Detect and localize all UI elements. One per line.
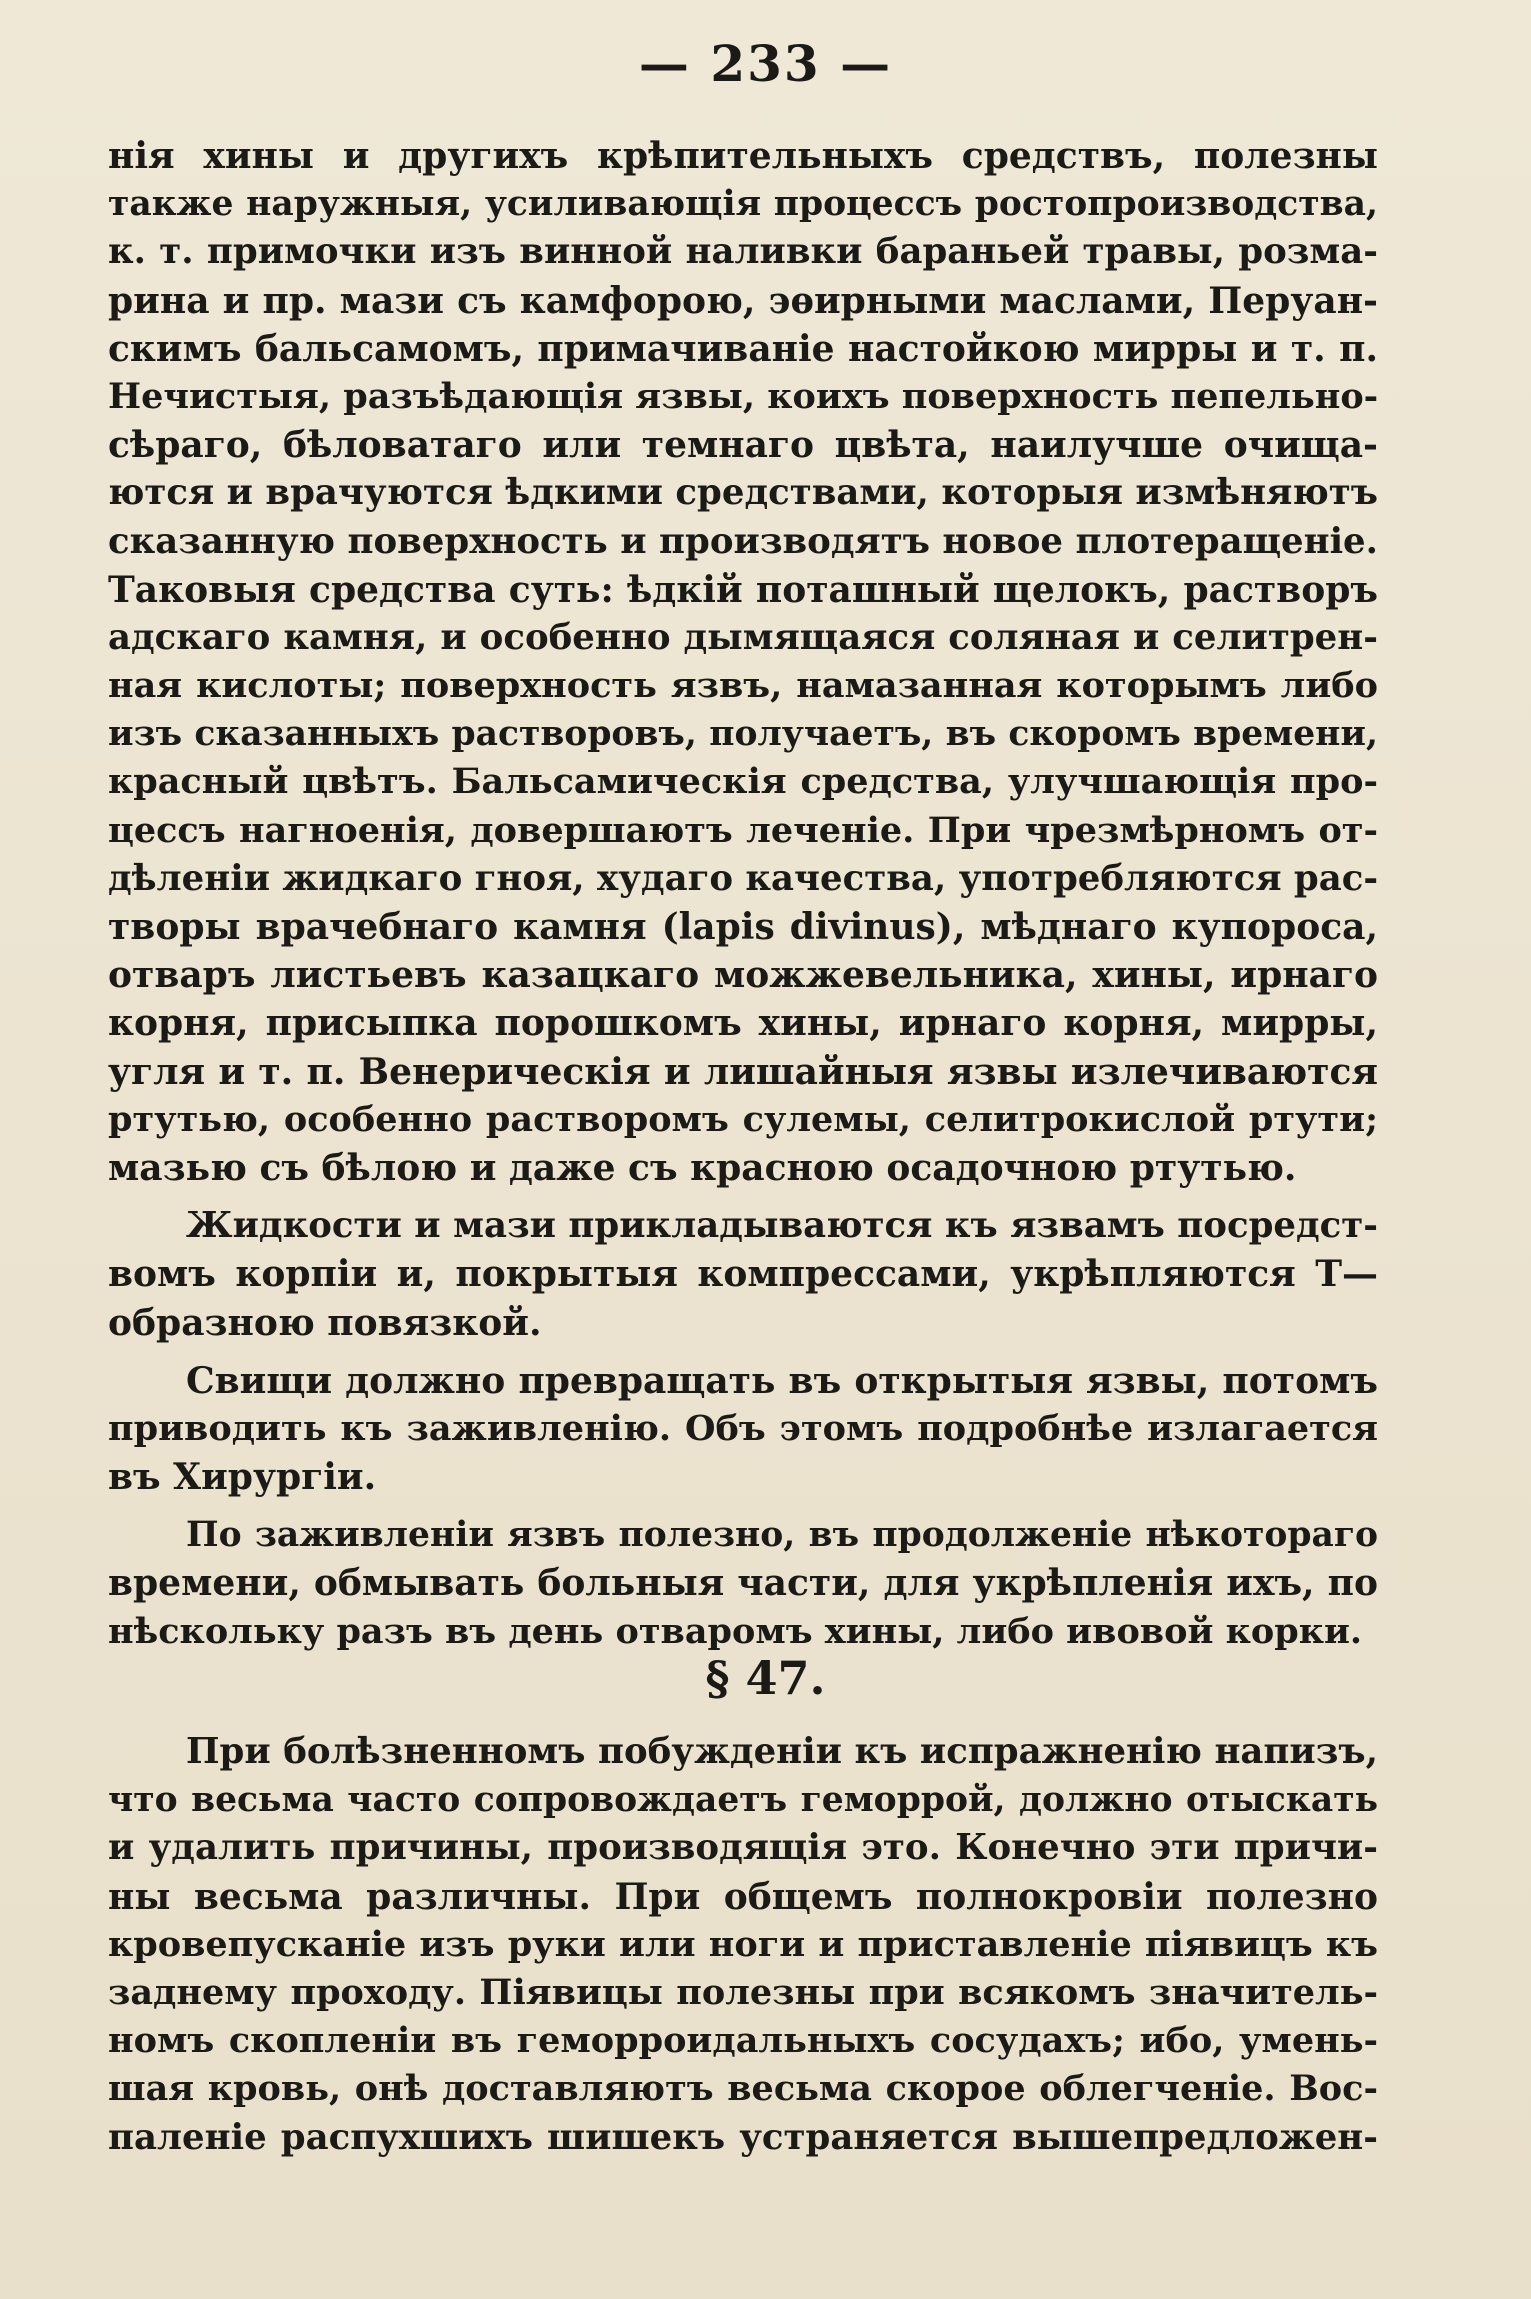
text-line: Жидкости и мази прикладываются къ язвамъ посредст- <box>186 1205 1378 1247</box>
text-line: вомъ корпіи и, покрытыя компрессами, укрѣпляются Т— <box>108 1253 1378 1296</box>
paragraph-after-healing <box>108 1511 1378 1656</box>
paragraph-fistulas <box>108 1357 1378 1502</box>
text-line: корня, присыпка порошкомъ хины, ирнаго корня, мирры, <box>108 1002 1378 1045</box>
text-line: Нечистыя, разъѣдающія язвы, коихъ поверхность пепельно- <box>108 375 1379 417</box>
text-line: заднему проходу. Піявицы полезны при всякомъ значитель- <box>108 1971 1378 2013</box>
paragraph-dressings <box>108 1202 1378 1347</box>
text-line: ртутью, особенно растворомъ сулемы, селитрокислой ртути; <box>108 1098 1378 1140</box>
text-line: По заживленіи язвъ полезно, въ продолженіе нѣкотораго <box>186 1515 1378 1556</box>
text-line: творы врачебнаго камня (lapis divinus), мѣднаго купороса, <box>108 906 1378 948</box>
text-line: дѣленіи жидкаго гноя, худаго качества, употребляются рас- <box>108 857 1379 899</box>
page-number: — 233 — <box>638 34 893 93</box>
text-line: ная кислоты; поверхность язвъ, намазанная которымъ либо <box>108 665 1378 707</box>
text-line: рина и пр. мази съ камфорою, эѳирными маслами, Перуан- <box>108 279 1378 322</box>
text-line: мазью съ бѣлою и даже съ красною осадочною ртутью. <box>108 1146 1297 1189</box>
text-line: образною повязкой. <box>108 1301 542 1344</box>
text-line: и удалить причины, производящія это. Конечно эти причи- <box>108 1827 1378 1869</box>
text-line: При болѣзненномъ побужденіи къ испражненію напизъ, <box>186 1731 1378 1772</box>
text-line: нія хины и другихъ крѣпительныхъ средствъ, полезны <box>108 135 1378 177</box>
text-line: скимъ бальсамомъ, примачиваніе настойкою мирры и т. п. <box>108 327 1378 370</box>
text-line: угля и т. п. Венерическія и лишайныя язвы излечиваются <box>108 1050 1378 1093</box>
text-line: номъ скопленіи въ геморроидальныхъ сосудахъ; ибо, умень- <box>108 2020 1378 2062</box>
text-block-upper <box>108 132 1378 1656</box>
text-line: въ Хирургіи. <box>108 1456 377 1499</box>
text-line: приводить къ заживленію. Объ этомъ подробнѣе излагается <box>108 1407 1378 1449</box>
text-line: сѣраго, бѣловатаго или темнаго цвѣта, наилучше очища- <box>108 424 1378 467</box>
text-line: ны весьма различны. При общемъ полнокровіи полезно <box>108 1875 1378 1918</box>
paragraph-tenesmus <box>108 1728 1378 2162</box>
text-line: Свищи должно превращать въ открытыя язвы, потомъ <box>186 1359 1378 1402</box>
text-line: красный цвѣтъ. Бальсамическія средства, улучшающія про- <box>108 761 1378 803</box>
text-line: времени, обмывать больныя части, для укрѣпленія ихъ, по <box>108 1562 1378 1605</box>
text-line: изъ сказанныхъ растворовъ, получаетъ, въ скоромъ времени, <box>108 714 1378 755</box>
text-line: к. т. примочки изъ винной наливки бараньей травы, розма- <box>108 231 1378 273</box>
text-line: адскаго камня, и особенно дымящаяся соляная и селитрен- <box>108 616 1378 658</box>
text-line: ются и врачуются ѣдкими средствами, которыя измѣняютъ <box>108 472 1378 514</box>
text-line: сказанную поверхность и производятъ новое плотеращеніе. <box>108 520 1378 562</box>
text-block-lower <box>108 1728 1378 2162</box>
text-line: кровепусканіе изъ руки или ноги и приставленіе піявицъ къ <box>108 1923 1378 1965</box>
text-line: паленіе распухшихъ шишекъ устраняется вышепредложен- <box>108 2116 1378 2158</box>
section-heading: § 47. <box>705 1651 826 1705</box>
text-line: нѣскольку разъ въ день отваромъ хины, либо ивовой корки. <box>108 1610 1363 1652</box>
paragraph-ulcer-remedies <box>108 132 1378 1192</box>
text-line: цессъ нагноенія, довершаютъ леченіе. При чрезмѣрномъ от- <box>108 809 1378 851</box>
text-line: отваръ листьевъ казацкаго можжевельника, хины, ирнаго <box>108 954 1378 997</box>
text-line: что весьма часто сопровождаетъ геморрой, должно отыскать <box>108 1780 1378 1821</box>
text-line: также наружныя, усиливающія процессъ ростопроизводства, <box>108 184 1378 225</box>
text-line: шая кровь, онѣ доставляютъ весьма скорое облегченіе. Вос- <box>108 2068 1378 2110</box>
text-line: Таковыя средства суть: ѣдкій поташный щелокъ, растворъ <box>108 568 1378 611</box>
